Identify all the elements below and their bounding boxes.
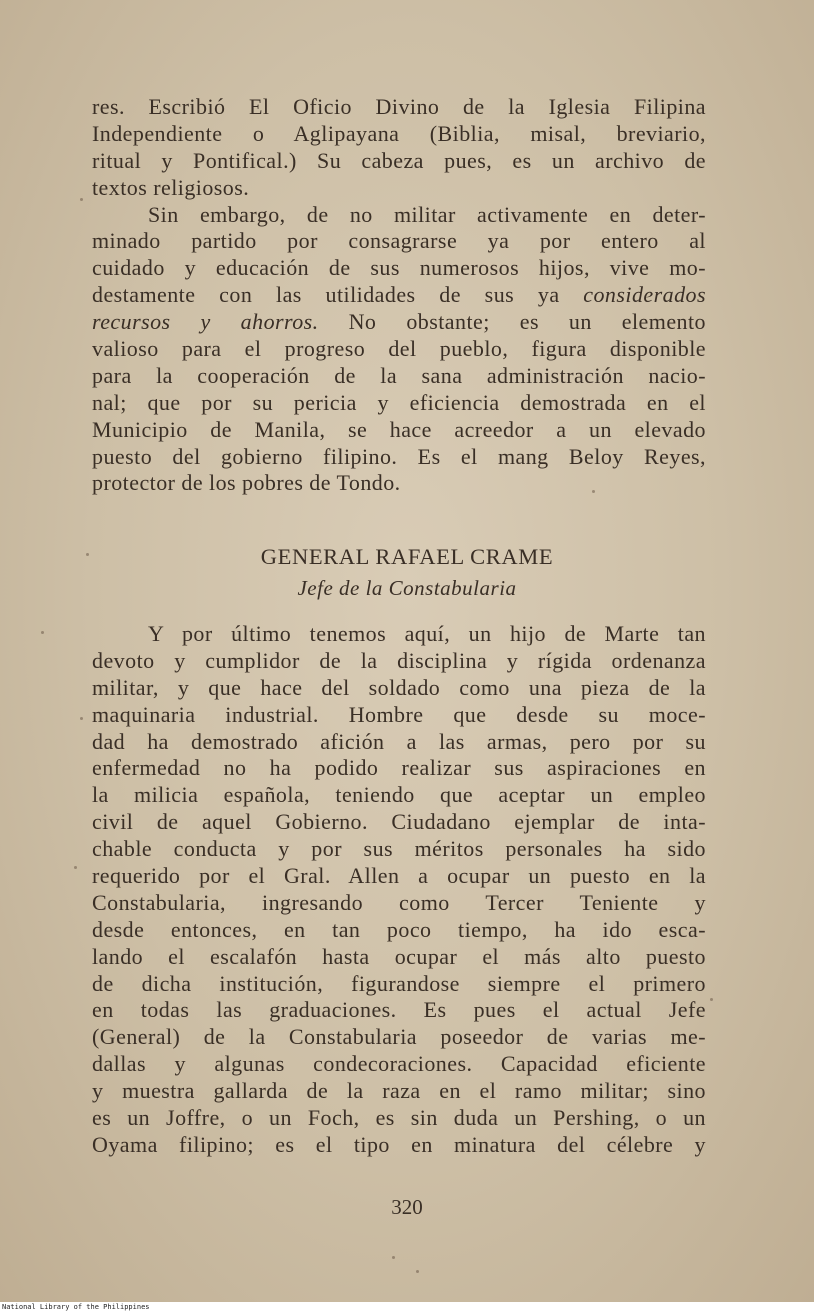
footer-bar <box>0 1302 814 1313</box>
text-line: dallas y algunas condecoraciones. Capacidad eficiente <box>92 1051 706 1077</box>
paper-speck <box>416 1270 419 1273</box>
text-fragment: destamente con las utilidades de sus ya <box>92 282 584 308</box>
body-text-section <box>92 621 706 1159</box>
text-line: es un Joffre, o un Foch, es sin duda un Pershing, o un <box>92 1105 706 1131</box>
text-line: maquinaria industrial. Hombre que desde su moce- <box>92 701 706 727</box>
paper-speck <box>710 998 713 1001</box>
paper-speck <box>80 198 83 201</box>
text-line: Oyama filipino; es el tipo en minatura del célebre y <box>92 1131 706 1157</box>
text-line: en todas las graduaciones. Es pues el actual Jefe <box>92 997 706 1023</box>
text-line: para la cooperación de la sana administración nacio- <box>92 362 706 388</box>
text-line: chable conducta y por sus méritos personales ha sido <box>92 836 706 862</box>
text-line: protector de los pobres de Tondo. <box>92 470 401 496</box>
paragraph-crame <box>92 621 706 1159</box>
text-line: desde entonces, en tan poco tiempo, ha ido esca- <box>92 916 706 942</box>
text-line: ritual y Pontifical.) Su cabeza pues, es un archivo de <box>92 147 706 173</box>
text-line: Municipio de Manila, se hace acreedor a un elevado <box>92 416 706 442</box>
text-fragment: No obstante; es un elemento <box>318 309 706 335</box>
body-text <box>92 94 706 497</box>
text-line: y muestra gallarda de la raza en el ramo militar; sino <box>92 1078 706 1104</box>
footer-credit: National Library of the Philippines <box>2 1303 150 1311</box>
text-line: valioso para el progreso del pueblo, figura disponible <box>92 336 706 362</box>
text-line: res. Escribió El Oficio Divino de la Iglesia Filipina <box>92 94 706 119</box>
text-line: (General) de la Constabularia poseedor de varias me- <box>92 1024 706 1050</box>
text-line: requerido por el Gral. Allen a ocupar un puesto en la <box>92 863 706 889</box>
paper-speck <box>74 866 77 869</box>
italic-text: recursos y ahorros. <box>92 309 319 335</box>
text-line: puesto del gobierno filipino. Es el mang Beloy Reyes, <box>92 443 706 469</box>
text-line: textos religiosos. <box>92 174 250 200</box>
text-line: de dicha institución, figurandose siempre el primero <box>92 970 706 996</box>
section-subtitle: Jefe de la Constabularia <box>297 576 517 600</box>
page-number: 320 <box>391 1195 423 1219</box>
text-line: nal; que por su pericia y eficiencia demostrada en el <box>92 389 706 415</box>
text-line: lando el escalafón hasta ocupar el más alto puesto <box>92 943 706 969</box>
section-title: GENERAL RAFAEL CRAME <box>260 544 554 569</box>
text-line: cuidado y educación de sus numerosos hijos, vive mo- <box>92 255 706 281</box>
text-line: minado partido por consagrarse ya por entero al <box>92 228 706 254</box>
paragraph-beloy-reyes <box>92 202 706 498</box>
italic-text: considerados <box>583 282 706 308</box>
paragraph-continuation <box>92 94 706 202</box>
text-line: Y por último tenemos aquí, un hijo de Marte tan <box>148 621 706 646</box>
text-line: la milicia española, teniendo que aceptar un empleo <box>92 782 706 808</box>
text-line: Constabularia, ingresando como Tercer Teniente y <box>92 889 706 915</box>
text-line: civil de aquel Gobierno. Ciudadano ejemplar de inta- <box>92 809 706 835</box>
text-line <box>92 309 706 336</box>
text-line: Independiente o Aglipayana (Biblia, misal, breviario, <box>92 120 706 146</box>
paper-speck <box>80 717 83 720</box>
text-line: militar, y que hace del soldado como una pieza de la <box>92 674 706 700</box>
paper-speck <box>392 1256 395 1259</box>
text-line: enfermedad no ha podido realizar sus aspiraciones en <box>92 755 706 781</box>
text-line: devoto y cumplidor de la disciplina y rígida ordenanza <box>92 647 706 673</box>
text-line <box>92 282 706 309</box>
paper-speck <box>41 631 44 634</box>
text-line: Sin embargo, de no militar activamente en deter- <box>148 201 706 227</box>
text-line: dad ha demostrado afición a las armas, pero por su <box>92 728 706 754</box>
